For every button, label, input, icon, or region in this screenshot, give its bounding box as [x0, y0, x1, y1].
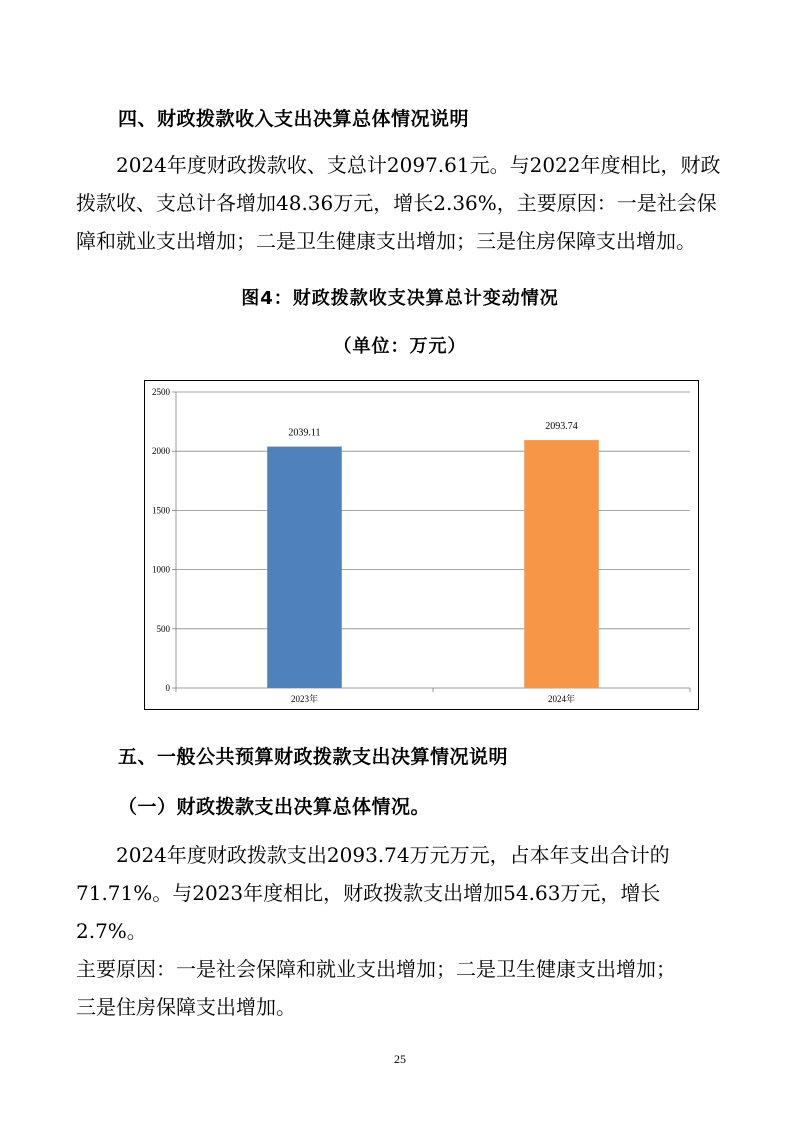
y-tick-label-1: 500: [156, 623, 170, 634]
bar-2023年: [267, 447, 342, 688]
section-4-paragraph: 2024年度财政拨款收、支总计2097.61元。与2022年度相比，财政 拨款收、支总计各增加48.36万元，增长2.36%，主要原因：一是社会保 障和就业支出增加；二是卫生健康支出增加；三是住房保障支出增加。: [76, 153, 721, 253]
figure-caption: 图4：财政拨款收支决算总计变动情况: [241, 288, 559, 309]
y-tick-label-2: 1000: [152, 564, 170, 575]
x-tick-label-2023年: 2023年: [290, 694, 319, 704]
y-tick-label-5: 2500: [152, 387, 170, 397]
page-number: 25: [394, 1052, 406, 1066]
y-tick-label-0: 0: [165, 683, 170, 693]
bar-chart-svg: [145, 381, 697, 708]
bar-2024年: [524, 440, 599, 688]
data-label-2023年: 2039.11: [288, 427, 321, 439]
section-5-paragraph: 2024年度财政拨款支出2093.74万元万元，占本年支出合计的 71.71%。与2023年度相比，财政拨款支出增加54.63万元，增长2.7%。 主要原因：一是社会保障和就业支出增加；二是卫生健康支出增加； 三是住房保障支出增加。: [76, 843, 676, 1019]
x-tick-label-2024年: 2024年: [547, 694, 576, 704]
data-label-2024年: 2093.74: [545, 421, 578, 433]
section-5-subheading: （一）财政拨款支出决算总体情况。: [118, 796, 431, 818]
section-4-heading: 四、财政拨款收入支出决算总体情况说明: [118, 108, 470, 130]
bar-chart: [144, 380, 699, 710]
y-tick-label-4: 2000: [152, 446, 170, 457]
section-5-heading: 五、一般公共预算财政拨款支出决算情况说明: [118, 746, 509, 768]
y-tick-label-3: 1500: [152, 505, 170, 516]
figure-unit: （单位：万元）: [333, 336, 467, 357]
